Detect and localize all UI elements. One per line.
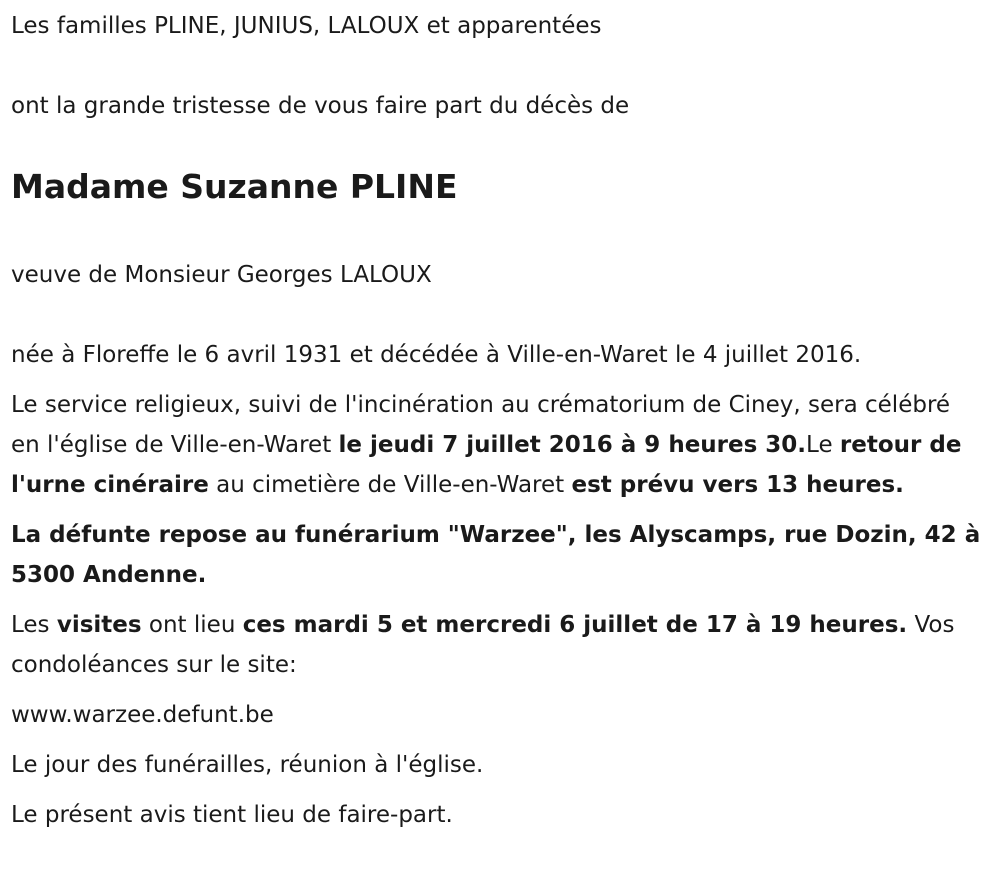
- deceased-name: Madame Suzanne PLINE: [11, 167, 458, 206]
- visits-dates: ces mardi 5 et mercredi 6 juillet de 17 à 19 heures.: [242, 612, 908, 638]
- condolences-text: Vos condoléances sur le site:: [11, 612, 955, 678]
- death-notice: [11, 0, 986, 835]
- widow-line: veuve de Monsieur Georges LALOUX: [11, 262, 432, 288]
- repose-text: La défunte repose au funérarium "Warzee", les Alyscamps, rue Dozin, 42 à 5300 Andenne.: [11, 522, 981, 588]
- visits-text-1: Les: [11, 612, 57, 638]
- families-line: Les familles PLINE, JUNIUS, LALOUX et apparentées: [11, 13, 602, 39]
- announcement-line: ont la grande tristesse de vous faire part du décès de: [11, 93, 630, 119]
- birth-death-line: née à Floreffe le 6 avril 1931 et décédée à Ville-en-Waret le 4 juillet 2016.: [11, 342, 862, 368]
- visits-label: visites: [56, 612, 142, 638]
- service-text-3: au cimetière de Ville-en-Waret: [208, 472, 572, 498]
- urn-return: retour de l'urne cinéraire: [11, 432, 962, 498]
- visits-paragraph: [11, 605, 986, 685]
- urn-return-time: est prévu vers 13 heures.: [571, 472, 904, 498]
- website-line: www.warzee.defunt.be: [11, 702, 274, 728]
- visits-text-2: ont lieu: [141, 612, 243, 638]
- faire-part-line: Le présent avis tient lieu de faire-part.: [11, 802, 453, 828]
- service-paragraph: [11, 385, 986, 505]
- service-date: le jeudi 7 juillet 2016 à 9 heures 30.: [338, 432, 807, 458]
- service-text-1: Le service religieux, suivi de l'incinération au crématorium de Ciney, sera célébré en l'église de Ville-en-Waret: [11, 392, 951, 458]
- reunion-line: Le jour des funérailles, réunion à l'église.: [11, 752, 484, 778]
- service-text-2: Le: [806, 432, 840, 458]
- repose-paragraph: [11, 515, 986, 595]
